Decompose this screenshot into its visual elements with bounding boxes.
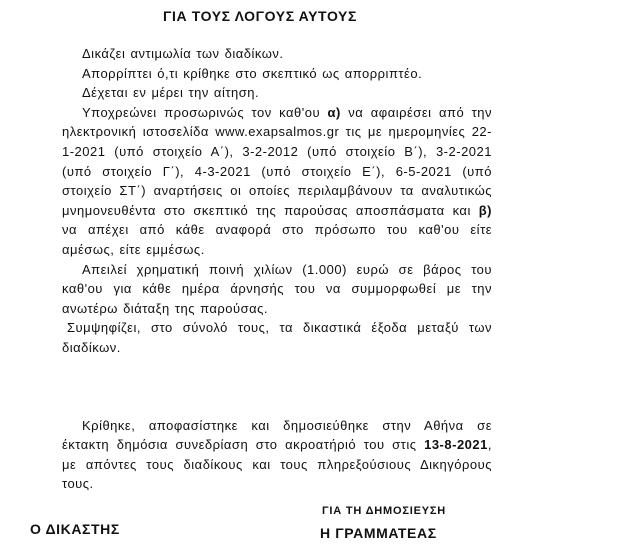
- publication-label: ΓΙΑ ΤΗ ΔΗΜΟΣΙΕΥΣΗ: [322, 505, 447, 517]
- decision-body: [62, 44, 492, 494]
- section-heading: ΓΙΑ ΤΟΥΣ ΛΟΓΟΥΣ ΑΥΤΟΥΣ: [162, 8, 357, 24]
- paragraph-rejects: Απορρίπτει ό,τι κρίθηκε στο σκεπτικό ως απορριπτέο.: [82, 65, 423, 81]
- obligation-text-1: Υποχρεώνει προσωρινώς τον καθ'ου: [82, 104, 328, 120]
- paragraph-accepts: Δέχεται εν μέρει την αίτηση.: [82, 85, 260, 101]
- clerk-signature-label: Η ΓΡΑΜΜΑΤΕΑΣ: [320, 525, 437, 541]
- obligation-marker-b: β): [478, 202, 492, 218]
- obligation-text-2: να αφαιρέσει από την ηλεκτρονική ιστοσελίδα www.exapsalmos.gr τις με ημερομηνίες 22-1-2021 (υπό στοιχείο Α΄), 3-2-2012 (υπό στοιχείο Β΄), 3-2-2021 (υπό στοιχείο Γ΄), 4-3-2021 (υπό στοιχείο Ε΄), 6-5-2021 (υπό στοιχείο ΣΤ΄) αναρτήσεις οι οποίες περιλαμβάνουν τα αναλυτικώς μνημονευθέντα στο σκεπτικό της παρούσας αποσπάσματα και: [62, 104, 492, 218]
- paragraph-adversarial: Δικάζει αντιμωλία των διαδίκων.: [82, 46, 284, 61]
- decided-text-2: , με απόντες τους διαδίκους και τους πληρεξούσιους Δικηγόρους τους.: [62, 437, 492, 492]
- paragraph-penalty: Απειλεί χρηματική ποινή χιλίων (1.000) ευρώ σε βάρος του καθ'ου για κάθε ημέρα άρνησής του να συμμορφωθεί με την ανωτέρω διάταξη της παρούσας.: [62, 261, 492, 316]
- decision-date: 13-8-2021: [424, 437, 488, 453]
- paragraph-obligation: [62, 103, 492, 260]
- decided-text-1: Κρίθηκε, αποφασίστηκε και δημοσιεύθηκε στην Αθήνα σε έκτακτη δημόσια συνεδρίαση στο ακροατήριό του στις: [62, 417, 492, 453]
- paragraph-decided: [62, 416, 492, 494]
- clerk-signature-block: [320, 500, 490, 544]
- spacer: [62, 358, 492, 416]
- judge-signature-label: Ο ΔΙΚΑΣΤΗΣ: [30, 521, 120, 537]
- paragraph-costs: Συμψηφίζει, στο σύνολό τους, τα δικαστικά έξοδα μεταξύ των διαδίκων.: [62, 320, 492, 355]
- obligation-marker-a: α): [327, 104, 341, 120]
- obligation-text-3: να απέχει από κάθε αναφορά στο πρόσωπο του καθ'ου είτε αμέσως, είτε εμμέσως.: [62, 222, 492, 257]
